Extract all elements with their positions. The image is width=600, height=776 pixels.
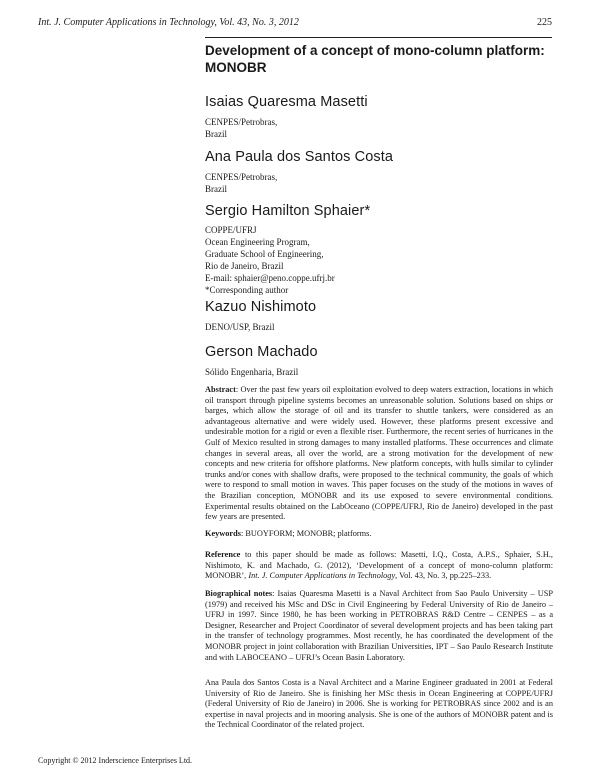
- affiliation-line: Sólido Engenharia, Brazil: [205, 367, 299, 377]
- keywords-label: Keywords: [205, 529, 241, 538]
- bio-text-masetti: : Isaias Quaresma Masetti is a Naval Architect from Sao Paulo University – USP (1979) and received his MSc and DSc in Civil Engineering by Federal University of Rio de Janeiro – UFRJ in 1997. Since 1980, he has been working in PETROBRAS R&D Centre – CENPES – as a Designer, Researcher and Project Coordinator of several development projects and has been taking part in the transfer of technology programmes. Most recently, he has coordinated the development of the MONOBR project in joint collaboration with Brazilian Universities, IPT – Sao Paulo Research Institute and with LABOCEANO – UFRJ’s Ocean Basin Laboratory.: [205, 589, 553, 662]
- reference-journal: Int. J. Computer Applications in Technology: [248, 571, 396, 581]
- reference: [205, 550, 553, 582]
- author-affiliation: [205, 116, 565, 140]
- affiliation-line: Brazil: [205, 129, 227, 139]
- abstract-label: Abstract: [205, 385, 236, 394]
- journal-citation: Int. J. Computer Applications in Technology, Vol. 43, No. 3, 2012: [38, 17, 299, 28]
- abstract: [205, 385, 553, 523]
- author-name: Isaias Quaresma Masetti: [205, 94, 368, 110]
- copyright-footer: Copyright © 2012 Inderscience Enterprises Ltd.: [38, 756, 193, 765]
- author-affiliation: [205, 321, 565, 333]
- reference-volume: , Vol. 43, No. 3, pp.225–233.: [395, 571, 492, 581]
- bio-text-costa: Ana Paula dos Santos Costa is a Naval Architect and a Marine Engineer graduated in 2001 at Federal University of Rio de Janeiro. She is finishing her MSc thesis in Ocean Engineering at COPPE/UFRJ (Federal University of Rio de Janeiro) in 2006. She is working for PETROBRAS since 2002 and is an expertise in naval projects and in mooring analysis. She is one of the authors of MONOBR patent and is the Technical Coordinator of the related project.: [205, 678, 553, 730]
- affiliation-line: CENPES/Petrobras,: [205, 117, 278, 127]
- title-rule: [205, 37, 552, 38]
- affiliation-line: CENPES/Petrobras,: [205, 172, 278, 182]
- author-name: Sergio Hamilton Sphaier*: [205, 203, 371, 219]
- author-name: Ana Paula dos Santos Costa: [205, 149, 393, 165]
- affiliation-line: Rio de Janeiro, Brazil: [205, 261, 284, 271]
- paper-title: Development of a concept of mono-column platform: MONOBR: [205, 43, 545, 75]
- biographical-notes: [205, 589, 553, 663]
- abstract-text: : Over the past few years oil exploitation evolved to deep waters extraction, locations in which oil transport through pipeline systems becomes an unreasonable solution. Solutions based on ships or barges, which allow the storage of oil and its transfer to shuttle tankers, were considered as an advantageous alternative and were widely used. However, these platforms present excessive and undesirable motion for a rigid or even a flexible riser. Furthermore, the recent series of hurricanes in the Gulf of Mexico resulted in strong damages to many installed platforms. These occurrences and climate changes in several areas, all over the world, are a strong motivation for the development of new concepts and new criteria for offshore platforms. New platform concepts, with hulls similar to cylinder trunks and/or cones with shallow drafts, were proposed to the technical community, the goals of which were to respond to small motion in waves. This paper focuses on the study of the motions in waves of the Brazilian conception, MONOBR and its use exposed to severe environmental conditions. Experimental results obtained on the LabOceano (COPPE/UFRJ, Rio de Janeiro) developed in the past few years are presented.: [205, 385, 553, 522]
- author-affiliation: [205, 171, 565, 195]
- author-affiliation: [205, 366, 565, 378]
- running-head: [38, 17, 552, 31]
- author-affiliation: [205, 224, 565, 296]
- reference-label: Reference: [205, 550, 241, 559]
- author-name: Kazuo Nishimoto: [205, 299, 317, 315]
- email-line: E-mail: sphaier@peno.coppe.ufrj.br: [205, 273, 335, 283]
- bio-paragraph: [205, 678, 553, 731]
- affiliation-line: *Corresponding author: [205, 285, 289, 295]
- bio-label: Biographical notes: [205, 589, 273, 598]
- keywords: [205, 529, 553, 540]
- affiliation-line: Brazil: [205, 184, 227, 194]
- page-number: 225: [537, 17, 552, 28]
- affiliation-line: Graduate School of Engineering,: [205, 249, 324, 259]
- affiliation-line: DENO/USP, Brazil: [205, 322, 275, 332]
- author-name: Gerson Machado: [205, 344, 318, 360]
- affiliation-line: Ocean Engineering Program,: [205, 237, 310, 247]
- reference-text: to this paper should be made as follows: Masetti, I.Q., Costa, A.P.S., Sphaier, S.H., Nishimoto, K. and Machado, G. (2012), ‘Development of a concept of mono-column platform: MONOBR’,: [205, 550, 553, 581]
- affiliation-line: COPPE/UFRJ: [205, 225, 257, 235]
- keywords-text: : BUOYFORM; MONOBR; platforms.: [240, 529, 372, 538]
